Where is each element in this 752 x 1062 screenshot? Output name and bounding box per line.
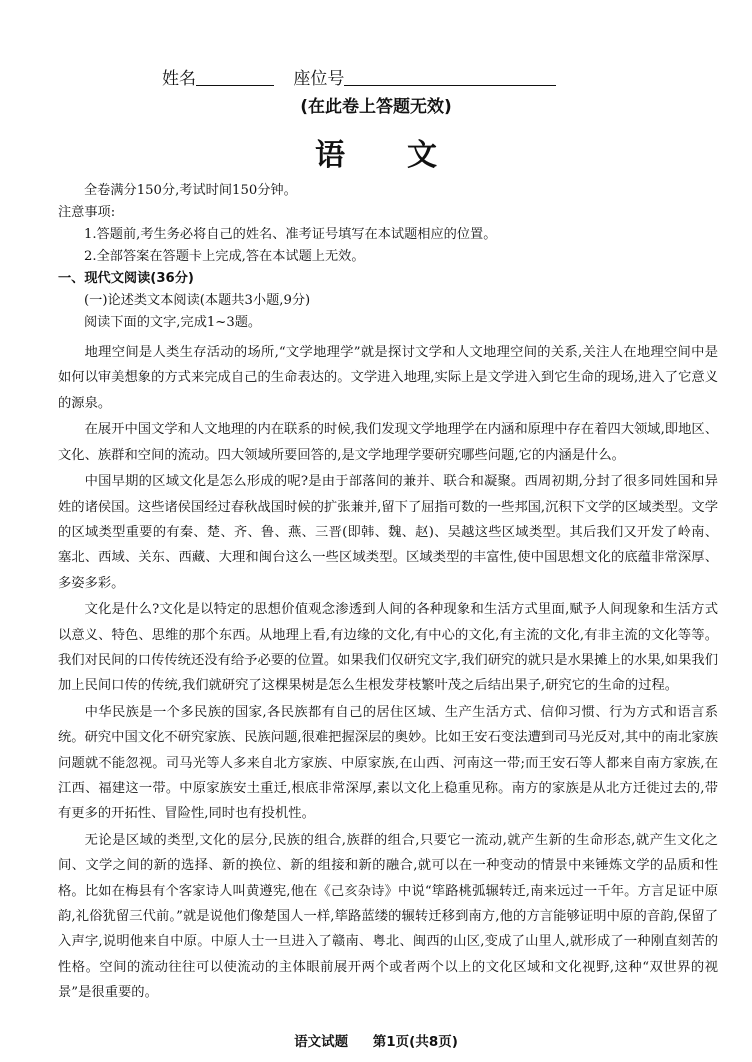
note-1: 1.答题前,考生务必将自己的姓名、准考证号填写在本试题相应的位置。 (84, 227, 497, 242)
subject-title: 语文 (315, 138, 499, 173)
passage-paragraph: 无论是区域的类型,文化的层分,民族的组合,族群的组合,只要它一流动,就产生新的生命形态,就产生文化之间、文学之间的新的选择、新的换位、新的组接和新的融合,就可以在一种变动的情景中来锤炼文学的品质和性格。比如在梅县有个客家诗人叫黄遵宪,他在《己亥杂诗》中说“筚路桃弧辗转迁,南来远过一千年。方言足证中原韵,礼俗犹留三代前。”就是说他们像楚国人一样,筚路蓝缕的辗转迁移到南方,他的方言能够证明中原的音韵,保留了入声字,说明他来自中原。中原人士一旦进入了赣南、粤北、闽西的山区,变成了山里人,就形成了一种刚直刻苦的性格。空间的流动往往可以使流动的主体眼前展开两个或者两个以上的文化区域和文化视野,这种“双世界的视景”是很重要的。 (58, 833, 718, 1000)
seat-blank (344, 69, 556, 86)
page-footer (0, 1030, 752, 1050)
passage-paragraph: 在展开中国文学和人文地理的内在联系的时候,我们发现文学地理学在内涵和原理中存在着四大领域,即地区、文化、族群和空间的流动。四大领域所要回答的,是文学地理学要研究哪些问题,它的内涵是什么。 (58, 422, 718, 463)
subsection-heading: (一)论述类文本阅读(本题共3小题,9分) (84, 293, 311, 308)
reading-passage (58, 340, 718, 1007)
note-2: 2.全部答案在答题卡上完成,答在本试题上无效。 (84, 249, 365, 264)
invalid-notice: (在此卷上答题无效) (300, 97, 452, 117)
instructions-block (58, 180, 718, 334)
section-heading: 一、现代文阅读(36分) (58, 271, 194, 286)
name-blank (196, 69, 274, 86)
seat-label: 座位号 (293, 69, 345, 89)
passage-paragraph: 中华民族是一个多民族的国家,各民族都有自己的居住区域、生产生活方式、信仰习惯、行为方式和语言系统。研究中国文化不研究家族、民族问题,很难把握深层的奥妙。比如王安石变法遭到司马光反对,其中的南北家族问题就不能忽视。司马光等人多来自北方家族、中原家族,在山西、河南这一带;而王安石等人都来自南方家族,在江西、福建这一带。中原家族安土重迁,根底非常深厚,素以文化上稳重见称。南方的家族是从北方迁徙过去的,带有更多的开拓性、冒险性,同时也有投机性。 (58, 705, 718, 822)
candidate-info-line (162, 64, 556, 89)
reading-prompt: 阅读下面的文字,完成1~3题。 (84, 315, 262, 330)
passage-paragraph: 地理空间是人类生存活动的场所,“文学地理学”就是探讨文学和人文地理空间的关系,关注人在地理空间中是如何以审美想象的方式来完成自己的生命表达的。文学进入地理,实际上是文学进入到它生命的现场,进入了它意义的源泉。 (58, 345, 718, 411)
footer-subject: 语文试题 (294, 1034, 349, 1050)
footer-page-number: 第1页(共8页) (372, 1034, 458, 1050)
passage-paragraph: 文化是什么?文化是以特定的思想价值观念渗透到人间的各种现象和生活方式里面,赋予人间现象和生活方式以意义、特色、思维的那个东西。从地理上看,有边缘的文化,有中心的文化,有主流的文化,有非主流的文化等等。我们对民间的口传传统还没有给予必要的位置。如果我们仅研究文字,我们研究的就只是水果摊上的水果,如果我们加上民间口传的传统,我们就研究了这棵果树是怎么生根发芽枝繁叶茂之后结出果子,研究它的生命的过程。 (58, 602, 718, 694)
score-time-line: 全卷满分150分,考试时间150分钟。 (84, 183, 297, 198)
passage-paragraph: 中国早期的区域文化是怎么形成的呢?是由于部落间的兼并、联合和凝聚。西周初期,分封了很多同姓国和异姓的诸侯国。这些诸侯国经过春秋战国时候的扩张兼并,留下了屈指可数的一些邦国,沉积下文学的区域类型。文学的区域类型重要的有秦、楚、齐、鲁、燕、三晋(即韩、魏、赵)、吴越这些区域类型。其后我们又开发了岭南、塞北、西域、关东、西藏、大理和闽台这么一些区域类型。区域类型的丰富性,使中国思想文化的底蕴非常深厚、多姿多彩。 (58, 474, 718, 591)
name-label: 姓名 (162, 69, 196, 89)
notes-title: 注意事项: (58, 205, 116, 220)
